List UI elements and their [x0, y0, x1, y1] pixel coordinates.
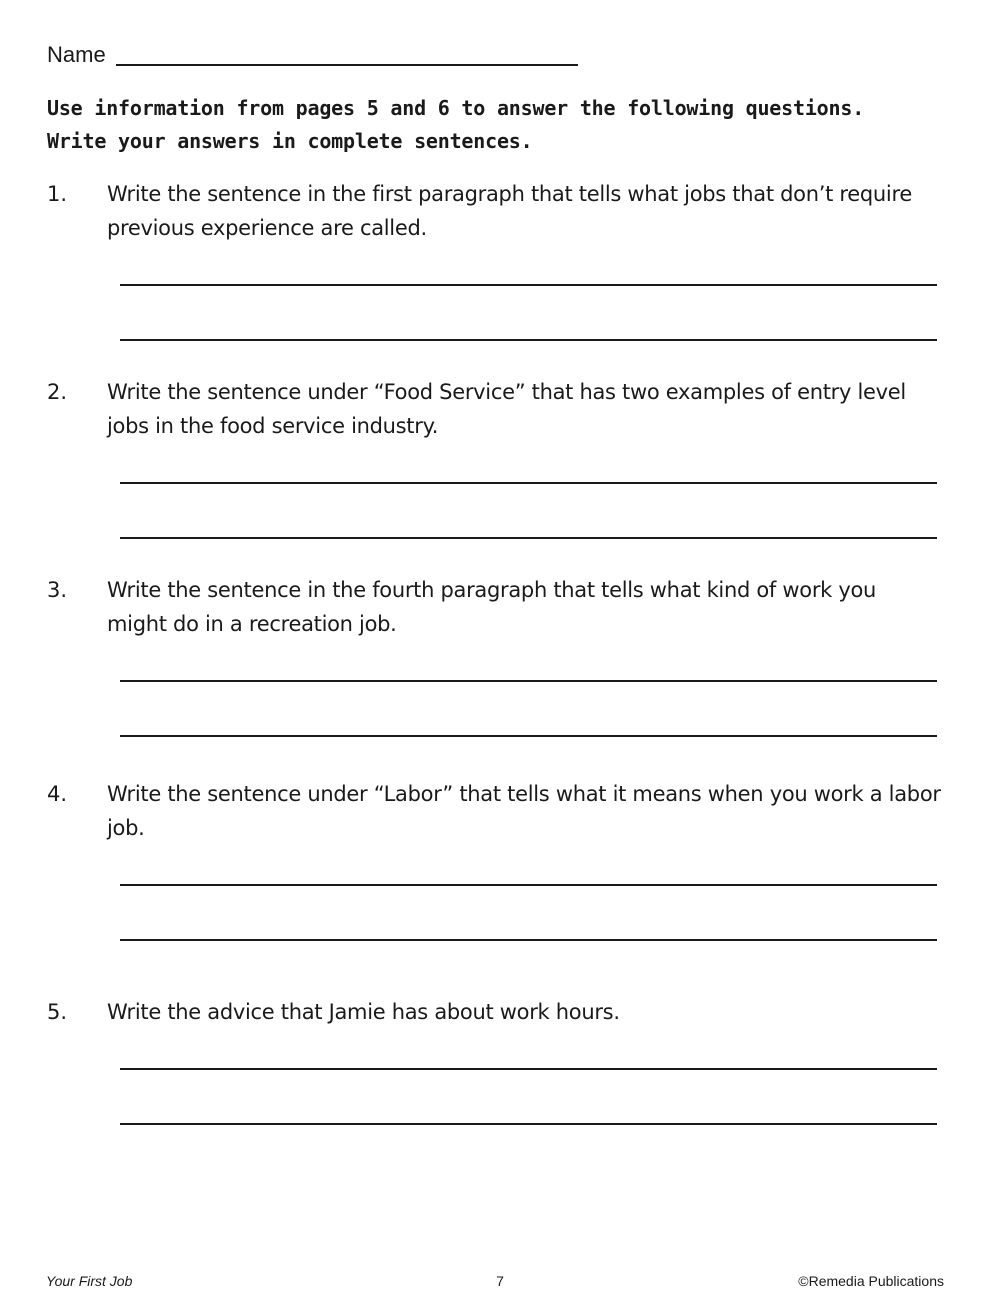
instructions-line-2: Write your answers in complete sentences.	[47, 129, 533, 153]
question-text: Write the sentence under “Food Service” that has two examples of entry level jobs in the food service industry.	[107, 380, 906, 438]
answer-line-3b[interactable]	[120, 735, 937, 737]
question-number: 3.	[47, 578, 68, 602]
answer-line-3a[interactable]	[120, 680, 937, 682]
question-number: 4.	[47, 782, 68, 806]
answer-line-5a[interactable]	[120, 1068, 937, 1070]
name-blank-line	[116, 64, 578, 66]
instructions-line-1: Use information from pages 5 and 6 to answer the following questions.	[47, 96, 865, 120]
question-text: Write the advice that Jamie has about work hours.	[107, 1000, 620, 1024]
answer-line-4b[interactable]	[120, 939, 937, 941]
instructions	[47, 92, 947, 158]
answer-line-5b[interactable]	[120, 1123, 937, 1125]
question-text: Write the sentence in the first paragraph that tells what jobs that don’t require previous experience are called.	[107, 182, 912, 240]
footer-book-title: Your First Job	[46, 1273, 133, 1289]
question-number: 5.	[47, 1000, 68, 1024]
footer-publisher: ©Remedia Publications	[798, 1273, 944, 1289]
answer-line-2b[interactable]	[120, 537, 937, 539]
name-row	[47, 42, 578, 68]
answer-line-2a[interactable]	[120, 482, 937, 484]
question-text: Write the sentence in the fourth paragraph that tells what kind of work you might do in a recreation job.	[107, 578, 877, 636]
answer-line-1b[interactable]	[120, 339, 937, 341]
footer-page-number: 7	[496, 1273, 504, 1289]
question-number: 1.	[47, 182, 68, 206]
answer-line-1a[interactable]	[120, 284, 937, 286]
question-text: Write the sentence under “Labor” that tells what it means when you work a labor job.	[107, 782, 941, 840]
question-number: 2.	[47, 380, 68, 404]
name-label: Name	[47, 42, 106, 67]
answer-line-4a[interactable]	[120, 884, 937, 886]
